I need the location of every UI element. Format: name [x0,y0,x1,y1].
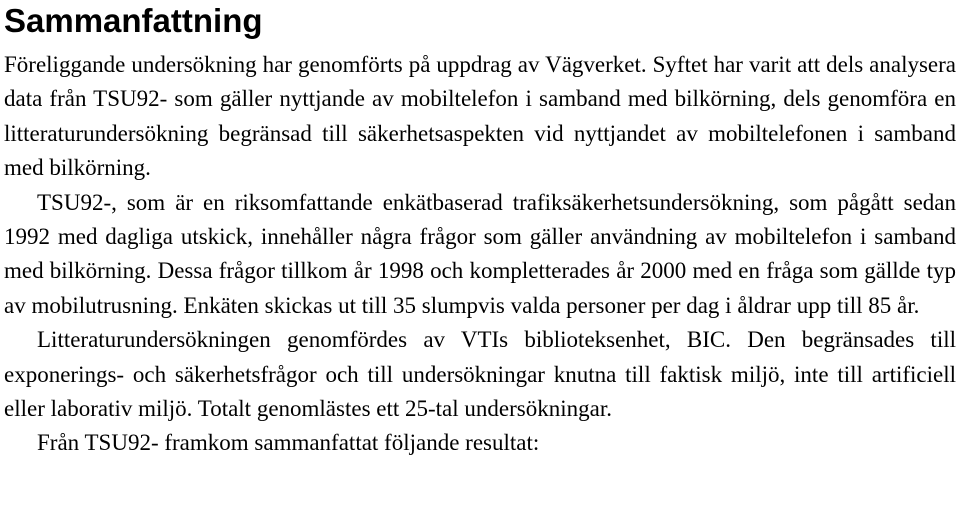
paragraph-tsu92: TSU92-, som är en riksomfattande enkätbaserad trafiksäkerhetsundersökning, som pågått sedan 1992 med dagliga utskick, innehåller några frågor som gäller användning av mobiltelefon i samband med bilkörning. Dessa frågor tillkom år 1998 och kompletterades år 2000 med en fråga som gällde typ av mobilutrusning. Enkäten skickas ut till 35 slumpvis valda personer per dag i åldrar upp till 85 år. [4,189,956,318]
paragraph-purpose: Föreliggande undersökning har genomförts på uppdrag av Vägverket. Syftet har varit att dels analysera data från TSU92- som gäller nyttjande av mobiltelefon i samband med bilkörning, dels genomföra en litteraturundersökning begränsad till säkerhetsaspekten vid nyttjandet av mobiltelefonen i samband med bilkörning. [4,52,956,181]
paragraph-results-intro: Från TSU92- framkom sammanfattat följande resultat: [37,430,540,456]
section-heading: Sammanfattning [4,2,263,39]
body-text [4,48,956,461]
paragraph-literature: Litteraturundersökningen genomfördes av VTIs biblioteksenhet, BIC. Den begränsades till exponerings- och säkerhetsfrågor och till undersökningar knutna till faktisk miljö, inte till artificiell eller laborativ miljö. Totalt genomlästes ett 25-tal undersökningar. [4,327,956,422]
